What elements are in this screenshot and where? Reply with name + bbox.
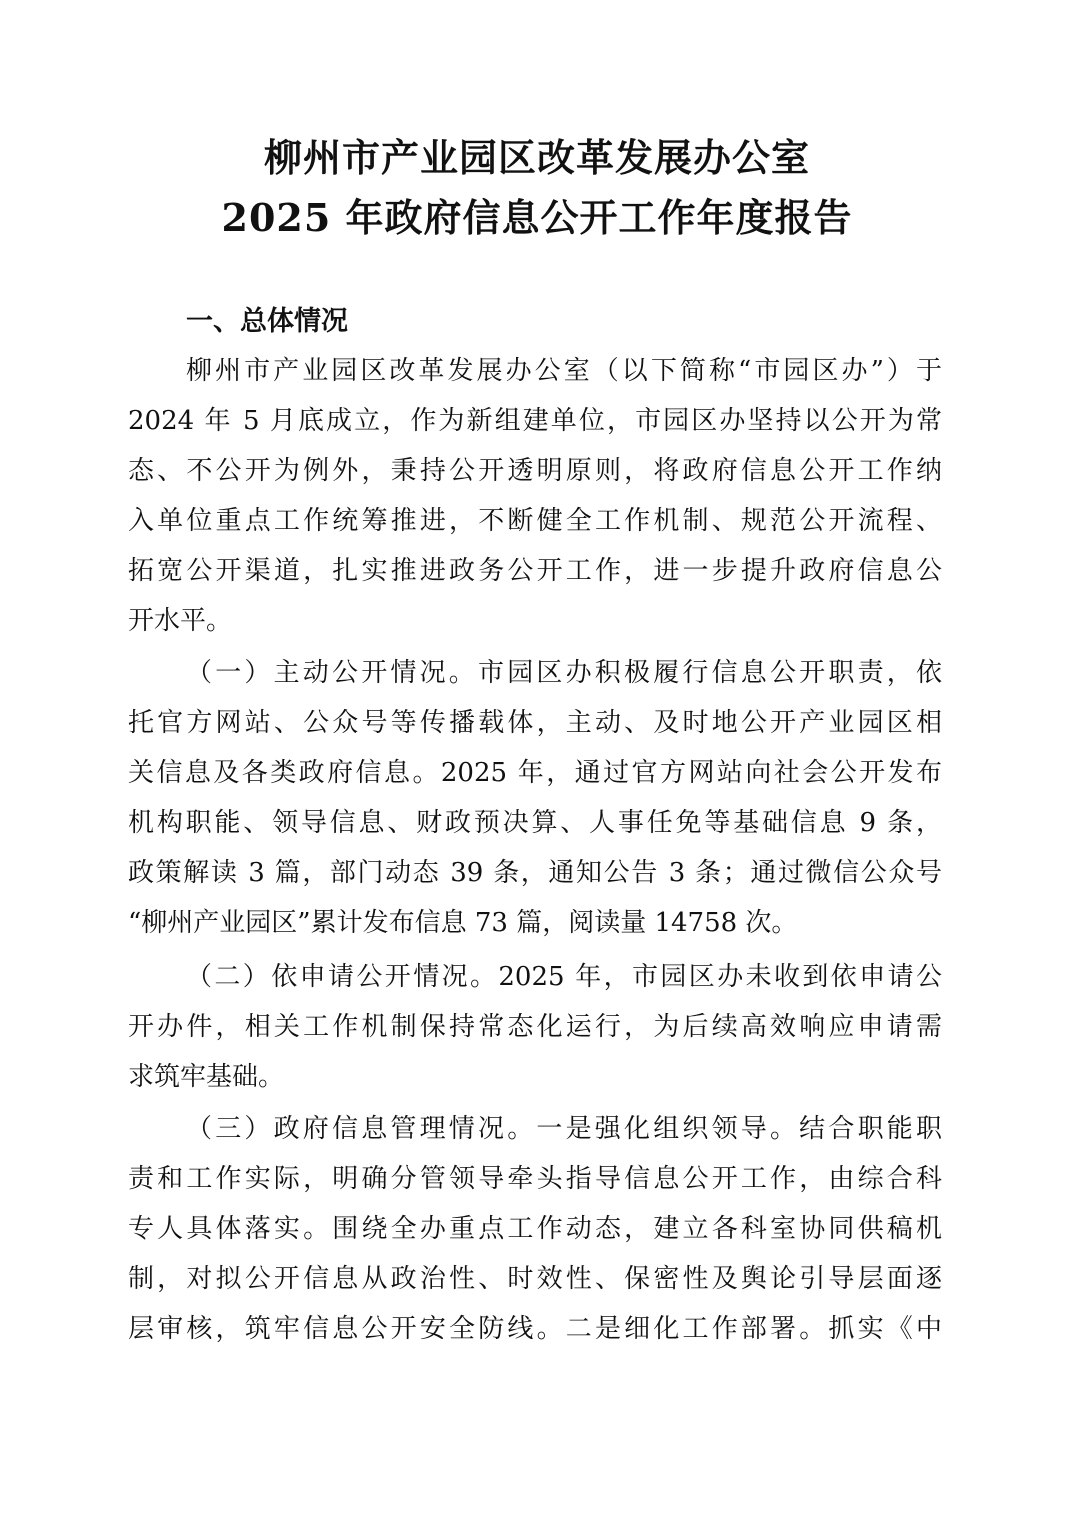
paragraph-line: 机构职能、领导信息、财政预决算、人事任免等基础信息 9 条，: [128, 808, 942, 838]
paragraph-line: （三）政府信息管理情况。一是强化组织领导。结合职能职: [186, 1114, 942, 1144]
paragraph-line: 开办件，相关工作机制保持常态化运行，为后续高效响应申请需: [128, 1012, 942, 1042]
paragraph-line: 托官方网站、公众号等传播载体，主动、及时地公开产业园区相: [128, 708, 942, 738]
paragraph-line: 开水平。: [128, 606, 233, 636]
paragraph-line: 拓宽公开渠道，扎实推进政务公开工作，进一步提升政府信息公: [128, 556, 942, 586]
paragraph-line: 入单位重点工作统筹推进，不断健全工作机制、规范公开流程、: [128, 506, 942, 536]
paragraph-line: 2024 年 5 月底成立，作为新组建单位，市园区办坚持以公开为常: [128, 406, 942, 436]
paragraph-line: （二）依申请公开情况。2025 年，市园区办未收到依申请公: [186, 962, 942, 992]
paragraph-line: 专人具体落实。围绕全办重点工作动态，建立各科室协同供稿机: [128, 1214, 942, 1244]
paragraph-line: （一）主动公开情况。市园区办积极履行信息公开职责，依: [186, 658, 942, 688]
paragraph-line: “柳州产业园区”累计发布信息 73 篇，阅读量 14758 次。: [128, 908, 798, 938]
paragraph-line: 柳州市产业园区改革发展办公室（以下简称“市园区办”）于: [186, 356, 942, 386]
paragraph-line: 层审核，筑牢信息公开安全防线。二是细化工作部署。抓实《中: [128, 1314, 942, 1344]
paragraph-line: 态、不公开为例外，秉持公开透明原则，将政府信息公开工作纳: [128, 456, 942, 486]
paragraph-line: 责和工作实际，明确分管领导牵头指导信息公开工作，由综合科: [128, 1164, 942, 1194]
document-title-line-2: 2025 年政府信息公开工作年度报告: [221, 195, 853, 240]
paragraph-line: 求筑牢基础。: [128, 1062, 285, 1092]
paragraph-line: 关信息及各类政府信息。2025 年，通过官方网站向社会公开发布: [128, 758, 942, 788]
paragraph-line: 政策解读 3 篇，部门动态 39 条，通知公告 3 条；通过微信公众号: [128, 858, 942, 888]
paragraph-line: 制，对拟公开信息从政治性、时效性、保密性及舆论引导层面逐: [128, 1264, 942, 1294]
section-heading-overview: 一、总体情况: [186, 306, 348, 337]
document-title-line-1: 柳州市产业园区改革发展办公室: [263, 135, 810, 180]
